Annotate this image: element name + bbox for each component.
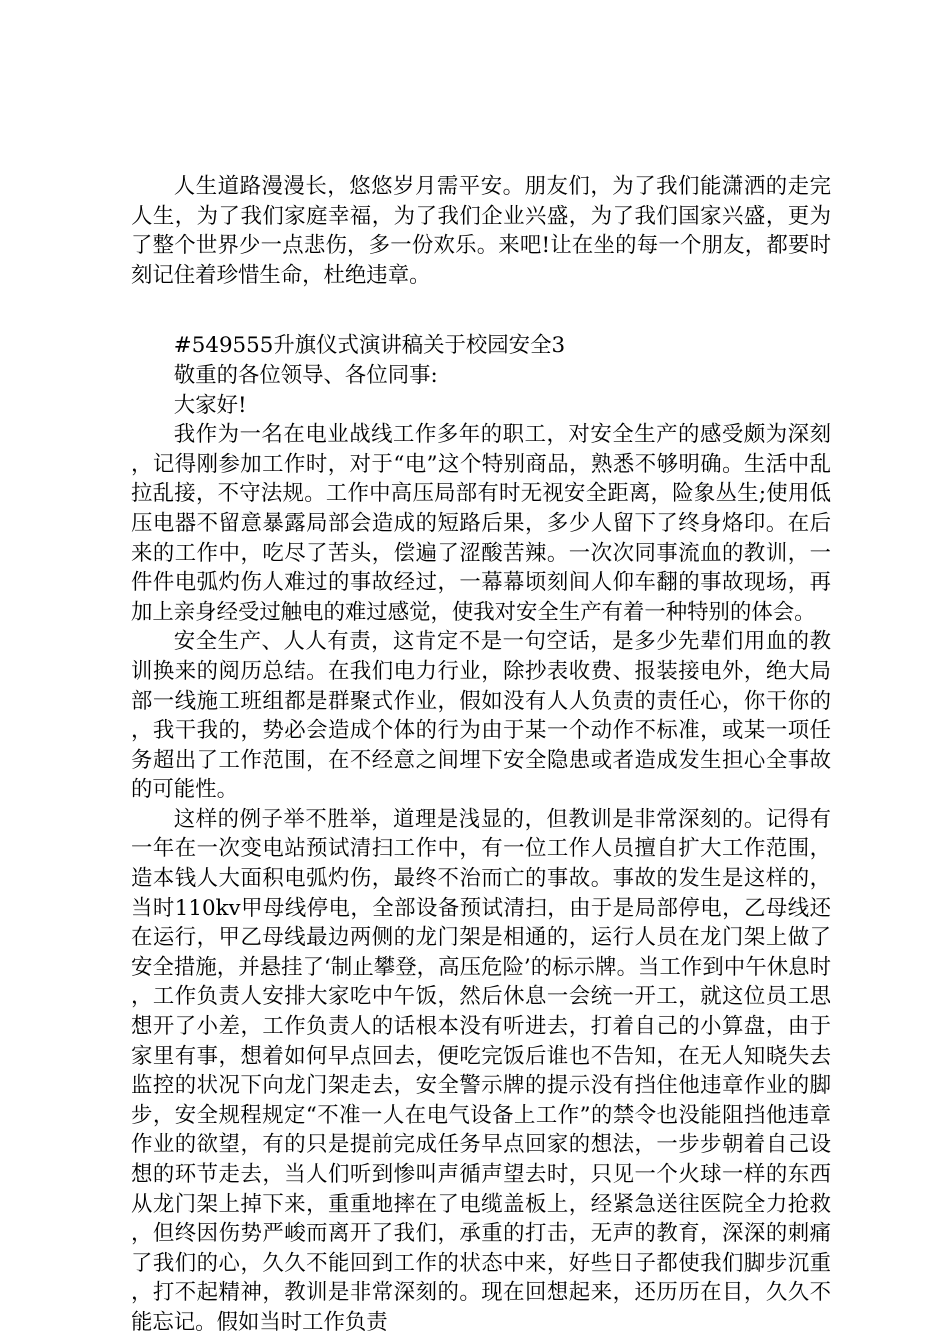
body-paragraph-3: 这样的例子举不胜举，道理是浅显的，但教训是非常深刻的。记得有一年在一次变电站预试清扫工作中，有一位工作人员擅自扩大工作范围，造本钱人大面积电弧灼伤，最终不治而亡的事故。事故的发生是这样的，当时110kv甲母线停电，全部设备预试清扫，由于是局部停电，乙母线还在运行，甲乙母线最边两侧的龙门架是相通的，运行人员在龙门架上做了安全措施，并悬挂了‘制止攀登，高压危险’的标示牌。当工作到中午休息时，工作负责人安排大家吃中午饭，然后休息一会统一开工，就这位员工思想开了小差，工作负责人的话根本没有听进去，打着自己的小算盘，由于家里有事，想着如何早点回去，便吃完饭后谁也不告知，在无人知晓失去监控的状况下向龙门架走去，安全警示牌的提示没有挡住他违章作业的脚步，安全规程规定“不准一人在电气设备上工作”的禁令也没能阻挡他违章作业的欲望，有的只是提前完成任务早点回家的想法，一步步朝着自己设想的环节走去，当人们听到惨叫声循声望去时，只见一个火球一样的东西从龙门架上掉下来，重重地摔在了电缆盖板上，经紧急送往医院全力抢救，但终因伤势严峻而离开了我们，承重的打击，无声的教育，深深的刺痛了我们的心，久久不能回到工作的状态中来，好些日子都使我们脚步沉重，打不起精神，教训是非常深刻的。现在回想起来，还历历在目，久久不能忘记。假如当时工作负责 xyxy=(131,806,831,1335)
body-paragraph-2: 安全生产、人人有责，这肯定不是一句空话，是多少先辈们用血的教训换来的阅历总结。在我们电力行业，除抄表收费、报装接电外，绝大局部一线施工班组都是群聚式作业，假如没有人人负责的责任心，你干你的，我干我的，势必会造成个体的行为由于某一个动作不标准，或某一项任务超出了工作范围，在不经意之间埋下安全隐患或者造成发生担心全事故的可能性。 xyxy=(131,629,831,803)
greeting: 大家好! xyxy=(173,392,247,418)
document-page xyxy=(131,172,831,1338)
body-paragraph-1: 我作为一名在电业战线工作多年的职工，对安全生产的感受颇为深刻，记得刚参加工作时，对于“电”这个特别商品，熟悉不够明确。生活中乱拉乱接，不守法规。工作中高压局部有时无视安全距离，险象丛生;使用低压电器不留意暴露局部会造成的短路后果，多少人留下了终身烙印。在后来的工作中，吃尽了苦头，偿遍了涩酸苦辣。一次次同事流血的教训，一件件电弧灼伤人难过的事故经过，一幕幕顷刻间人仰车翻的事故现场，再加上亲身经受过触电的难过感觉，使我对安全生产有着一种特别的体会。 xyxy=(131,422,831,625)
section-gap xyxy=(131,290,831,331)
salutation: 敬重的各位领导、各位同事: xyxy=(173,362,438,388)
section-title: #549555升旗仪式演讲稿关于校园安全3 xyxy=(173,333,566,359)
closing-paragraph: 人生道路漫漫长，悠悠岁月需平安。朋友们，为了我们能潇洒的走完人生，为了我们家庭幸福，为了我们企业兴盛，为了我们国家兴盛，更为了整个世界少一点悲伤，多一份欢乐。来吧!让在坐的每一个朋友，都要时刻记住着珍惜生命，杜绝违章。 xyxy=(131,174,831,288)
